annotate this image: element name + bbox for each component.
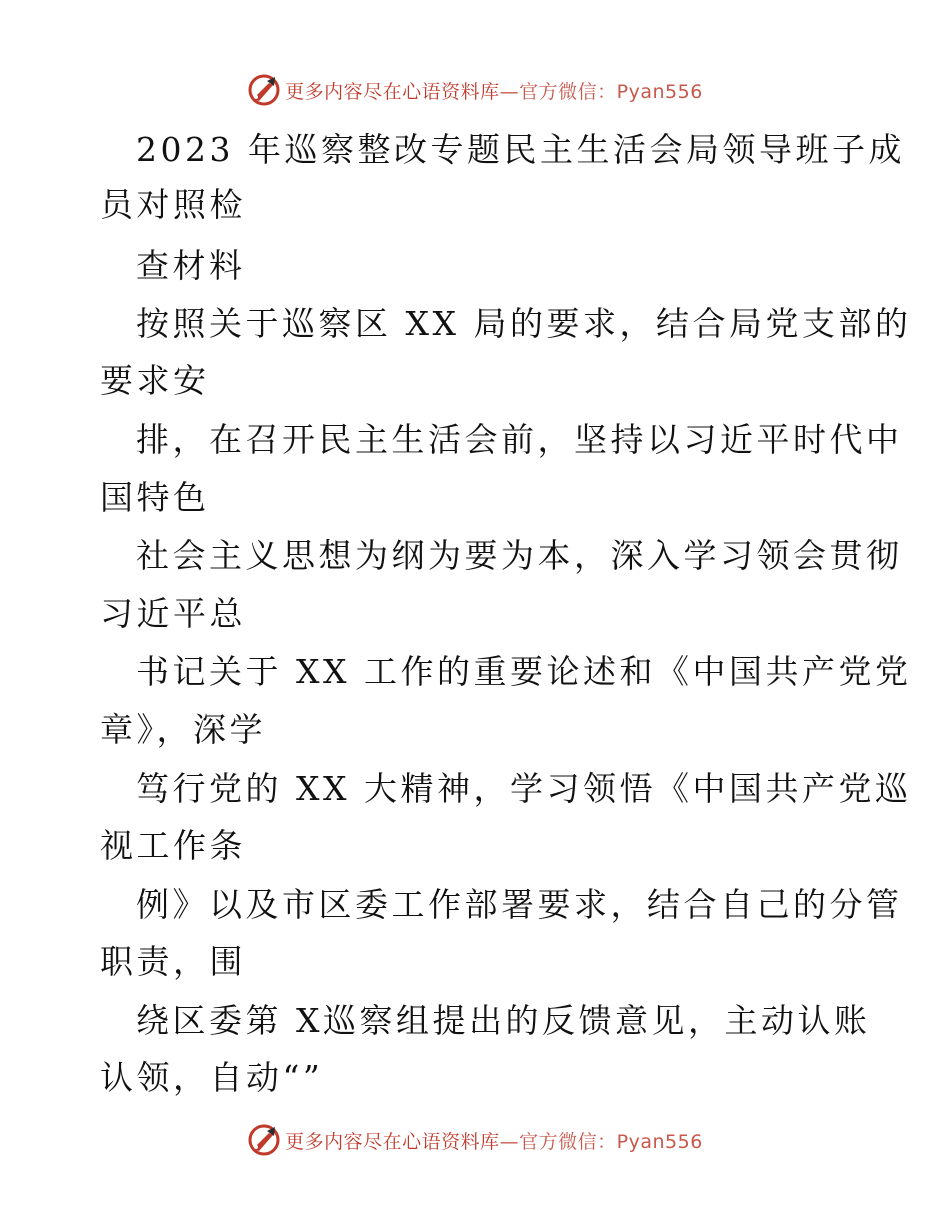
doc-line: 习近平总 <box>100 594 246 633</box>
footer-watermark-text-b: —官方微信：Pyan556 <box>499 1130 703 1153</box>
doc-line: 2023 年巡察整改专题民主生活会局领导班子成 <box>136 130 905 169</box>
doc-line: 员对照检 <box>100 185 246 224</box>
doc-line: 按照关于巡察区 XX 局的要求，结合局党支部的 <box>136 304 912 343</box>
doc-line: 职责，围 <box>100 942 246 981</box>
header-watermark-text-b: —官方微信：Pyan556 <box>499 80 703 103</box>
header-watermark-banner <box>0 70 950 110</box>
doc-line: 排，在召开民主生活会前，坚持以习近平时代中 <box>136 420 903 459</box>
doc-line: 社会主义思想为纲为要为本，深入学习领会贯彻 <box>136 536 903 575</box>
header-watermark-text-a: 更多内容尽在心语资料库 <box>285 80 500 103</box>
doc-line: 视工作条 <box>100 826 246 865</box>
quill-pen-logo-icon <box>247 73 281 107</box>
doc-line: 查材料 <box>136 246 246 285</box>
footer-watermark-banner <box>0 1120 950 1160</box>
doc-line: 书记关于 XX 工作的重要论述和《中国共产党党 <box>136 652 912 691</box>
doc-line: 认领，自动“” <box>100 1058 324 1097</box>
quill-pen-logo-icon <box>247 1123 281 1157</box>
footer-watermark-text-a: 更多内容尽在心语资料库 <box>285 1130 500 1153</box>
header-watermark-text <box>285 77 703 104</box>
doc-line: 笃行党的 XX 大精神，学习领悟《中国共产党巡 <box>136 769 912 808</box>
doc-line: 要求安 <box>100 361 210 400</box>
footer-watermark-text <box>285 1127 703 1154</box>
doc-line: 例》以及市区委工作部署要求，结合自己的分管 <box>136 885 903 924</box>
doc-line: 章》，深学 <box>100 710 266 749</box>
doc-line: 国特色 <box>100 478 210 517</box>
doc-line: 绕区委第 X巡察组提出的反馈意见，主动认账 <box>136 1001 871 1040</box>
